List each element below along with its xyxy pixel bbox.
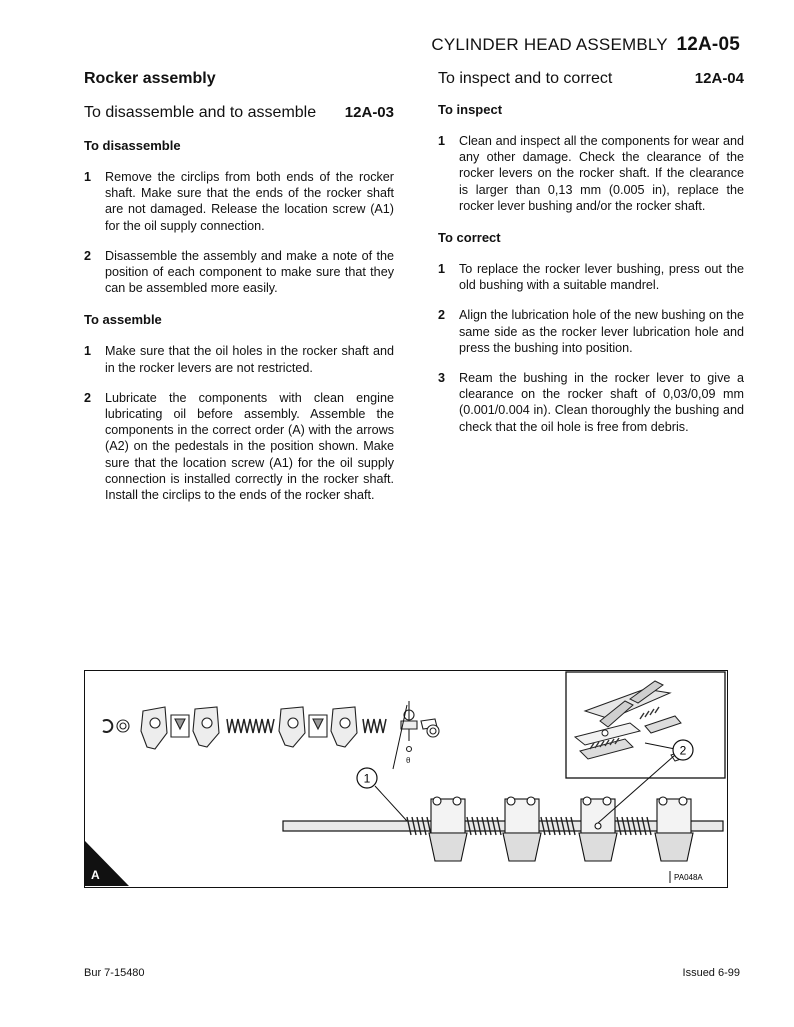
step-text: Clean and inspect all the components for wear and any other damage. Check the clearance of the rocker levers on the rocker shaft. If the clearance is larger than 0,13 mm (0.005 in), replace the rocker lever bushing and/or the rocker shaft. [459,134,744,213]
disassemble-step [84,248,394,297]
rocker-assembly-heading: Rocker assembly [84,70,216,87]
step-number: 1 [84,344,92,359]
section-title: To inspect and to correct [438,70,613,87]
rocker-assembly-figure [84,670,728,888]
callout-1-label: 1 [363,771,371,786]
figure-label: A [91,868,100,882]
spring-right [363,719,386,733]
disassemble-step [84,169,394,234]
step-text: Make sure that the oil holes in the rocker shaft and in the rocker levers are not restricted. [105,344,394,375]
footer-issue-date: Issued 6-99 [682,967,740,979]
correct-step [438,307,744,356]
step-number: 1 [438,134,446,148]
to-disassemble-heading: To disassemble [84,138,181,153]
step-text: To replace the rocker lever bushing, press out the old bushing with a suitable mandrel. [459,262,744,293]
section-code: 12A-03 [344,104,394,121]
callout-2-label: 2 [679,743,687,758]
page-header [431,34,740,56]
right-column [438,70,744,449]
step-number: 2 [84,390,92,405]
header-code: 12A-05 [676,34,740,55]
footer-document-number: Bur 7-15480 [84,967,145,979]
exploded-parts-2 [279,707,357,747]
section-heading-12a03 [84,104,394,122]
step-number: 1 [438,262,446,277]
left-column [84,70,394,517]
step-text: Remove the circlips from both ends of the rocker shaft. Make sure that the ends of the rocker shaft are not damaged. Release the location screw (A1) for the oil supply connection. [105,170,394,233]
to-assemble-heading: To assemble [84,312,162,328]
step-text: Disassemble the assembly and make a note of the position of each component to make sure that they can be assembled more easily. [105,248,394,296]
step-text: Ream the bushing in the rocker lever to give a clearance on the rocker shaft of 0,03/0,09 mm (0.001/0.004 in). Clean thoroughly the bushing and check that the oil hole is free from debris. [459,371,744,434]
svg-text:θ: θ [406,756,411,765]
step-number: 2 [84,248,92,263]
spring-left [227,719,274,733]
to-inspect-heading: To inspect [438,102,503,117]
oil-supply-connection [401,701,439,765]
step-number: 3 [438,371,446,386]
figure-ref-code: PA048A [674,873,703,882]
exploded-parts [103,707,219,749]
correct-step [438,370,744,435]
section-code: 12A-04 [694,70,744,87]
step-number: 1 [84,170,92,184]
assemble-step [84,343,394,375]
section-title: To disassemble and to assemble [84,104,317,121]
header-title: CYLINDER HEAD ASSEMBLY [431,35,668,54]
section-heading-12a04 [438,70,744,88]
step-text: Align the lubrication hole of the new bushing on the same side as the rocker lever lubrication hole and press the bushing into position. [459,308,744,355]
step-number: 2 [438,308,446,323]
inspect-step [438,133,744,214]
step-text: Lubricate the components with clean engine lubricating oil before assembly. Assemble the components in the correct order (A) with the arrows (A2) on the pedestals in the position shown. Make sure that the location screw (A1) for the oil supply connection is installed correctly in the rocker shaft. Install the circlips to the ends of the rocker shaft. [105,390,394,503]
to-correct-heading: To correct [438,230,501,246]
assemble-step [84,390,394,503]
correct-step [438,261,744,293]
